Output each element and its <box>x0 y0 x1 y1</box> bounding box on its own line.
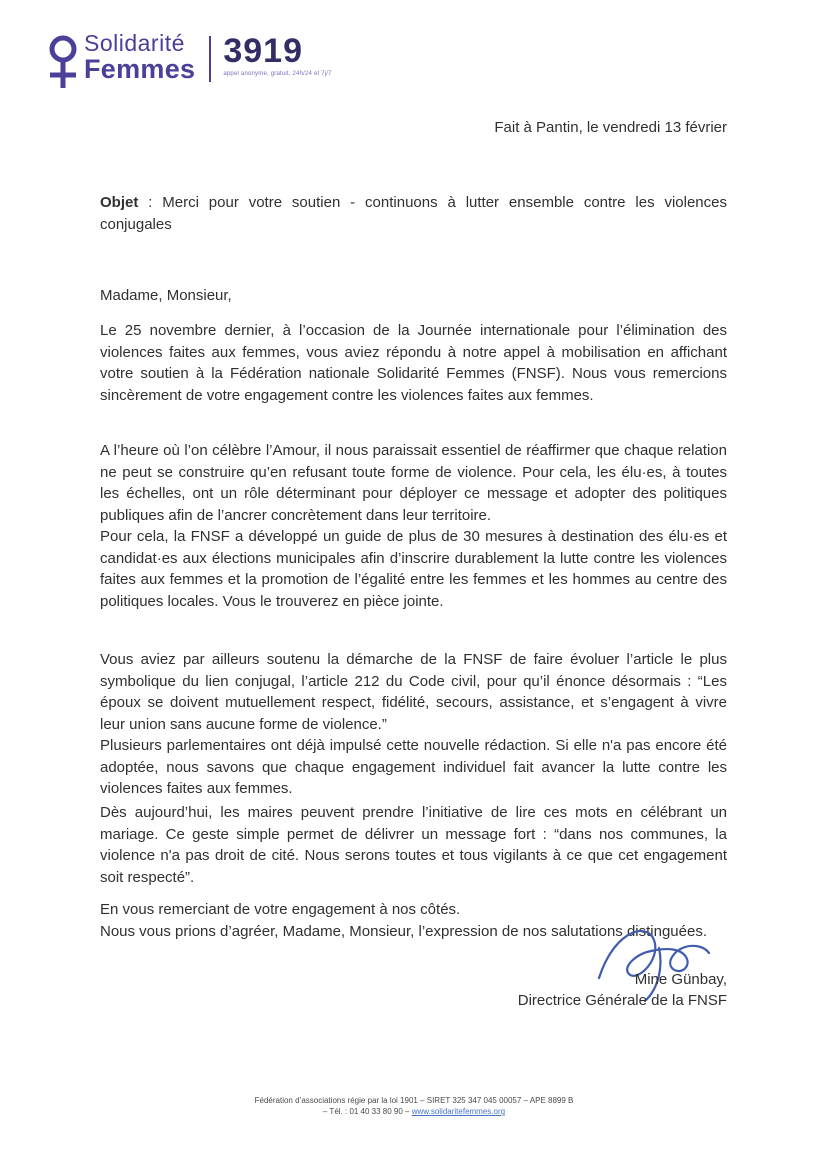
hotline-tagline: appel anonyme, gratuit, 24h/24 et 7j/7 <box>223 71 332 77</box>
paragraph: A l’heure où l’on célèbre l’Amour, il nous paraissait essentiel de réaffirmer que chaque relation ne peut se construire qu’en refusant toute forme de violence. Pour cela, les élu·es, à toutes les échelles, ont un rôle déterminant pour déployer ce message et adopter des politiques publiques afin de l’ancrer concrètement dans leur territoire. <box>100 442 727 524</box>
subject-line <box>100 192 727 235</box>
paragraph: Vous aviez par ailleurs soutenu la démarche de la FNSF de faire évoluer l’article le plus symbolique du lien conjugal, l’article 212 du Code civil, pour qu’il énonce désormais : “Les époux se doivent mutuellement respect, fidélité, secours, assistance, et s’engagent à vivre leur union sans aucune forme de violence.” <box>100 651 727 733</box>
footer-line-1: Fédération d’associations régie par la loi 1901 – SIRET 325 347 045 00057 – APE 8899 B <box>254 1096 574 1105</box>
hotline-block <box>223 34 331 77</box>
logo-brand-top: Solidarité <box>84 30 185 56</box>
footer-line-2 <box>0 1106 828 1117</box>
logo-brand <box>84 32 195 83</box>
subject-text: : Merci pour votre soutien - continuons à lutter ensemble contre les violences conjugales <box>100 194 727 233</box>
website-link[interactable]: www.solidaritefemmes.org <box>411 1107 506 1116</box>
paragraph: Le 25 novembre dernier, à l’occasion de la Journée internationale pour l’élimination des violences faites aux femmes, vous aviez répondu à notre appel à mobilisation en affichant votre soutien à la Fédération nationale Solidarité Femmes (FNSF). Nous vous remercions sincèrement de votre engagement contre les violences faites aux femmes. <box>100 322 727 404</box>
closing-line-1: En vous remerciant de votre engagement à nos côtés. <box>100 901 461 918</box>
footer-line-2-text: – Tél. : 01 40 33 80 90 – <box>322 1107 412 1116</box>
logo-brand-bottom: Femmes <box>84 54 196 84</box>
paragraph: Plusieurs parlementaires ont déjà impulsé cette nouvelle rédaction. Si elle n'a pas encore été adoptée, nous savons que chaque engagement individuel fait avancer la lutte contre les violences faites aux femmes. <box>100 737 727 797</box>
subject-label: Objet <box>100 194 139 211</box>
paragraph-group-1 <box>100 320 727 406</box>
paragraph: Pour cela, la FNSF a développé un guide de plus de 30 mesures à destination des élu·es et candidat·es aux élections municipales afin d’inscrire durablement la lutte contre les violences faites aux femmes et la promotion de l’égalité entre les femmes et les hommes au centre des politiques locales. Vous le trouverez en pièce jointe. <box>100 528 727 610</box>
signature-name: Mine Günbay, <box>634 971 727 988</box>
hotline-number: 3919 <box>223 32 303 70</box>
signature-title: Directrice Générale de la FNSF <box>517 992 727 1009</box>
paragraph-group-3 <box>100 649 727 800</box>
page-footer <box>0 1095 828 1117</box>
logo <box>40 32 332 96</box>
salutation: Madame, Monsieur, <box>100 287 232 304</box>
paragraph-group-4 <box>100 802 727 888</box>
logo-divider <box>209 36 211 82</box>
paragraph: Dès aujourd’hui, les maires peuvent prendre l’initiative de lire ces mots en célébrant un mariage. Ce geste simple permet de délivrer un message fort : “dans nos communes, la violence n'a pas droit de cité. Nous serons toutes et tous vigilants à ce que cet engagement soit respecté”. <box>100 804 727 886</box>
closing-line-2: Nous vous prions d’agréer, Madame, Monsieur, l’expression de nos salutations distinguées. <box>100 922 708 940</box>
dateline: Fait à Pantin, le vendredi 13 février <box>494 119 727 136</box>
paragraph-group-2 <box>100 440 727 612</box>
female-symbol-icon <box>40 34 82 96</box>
